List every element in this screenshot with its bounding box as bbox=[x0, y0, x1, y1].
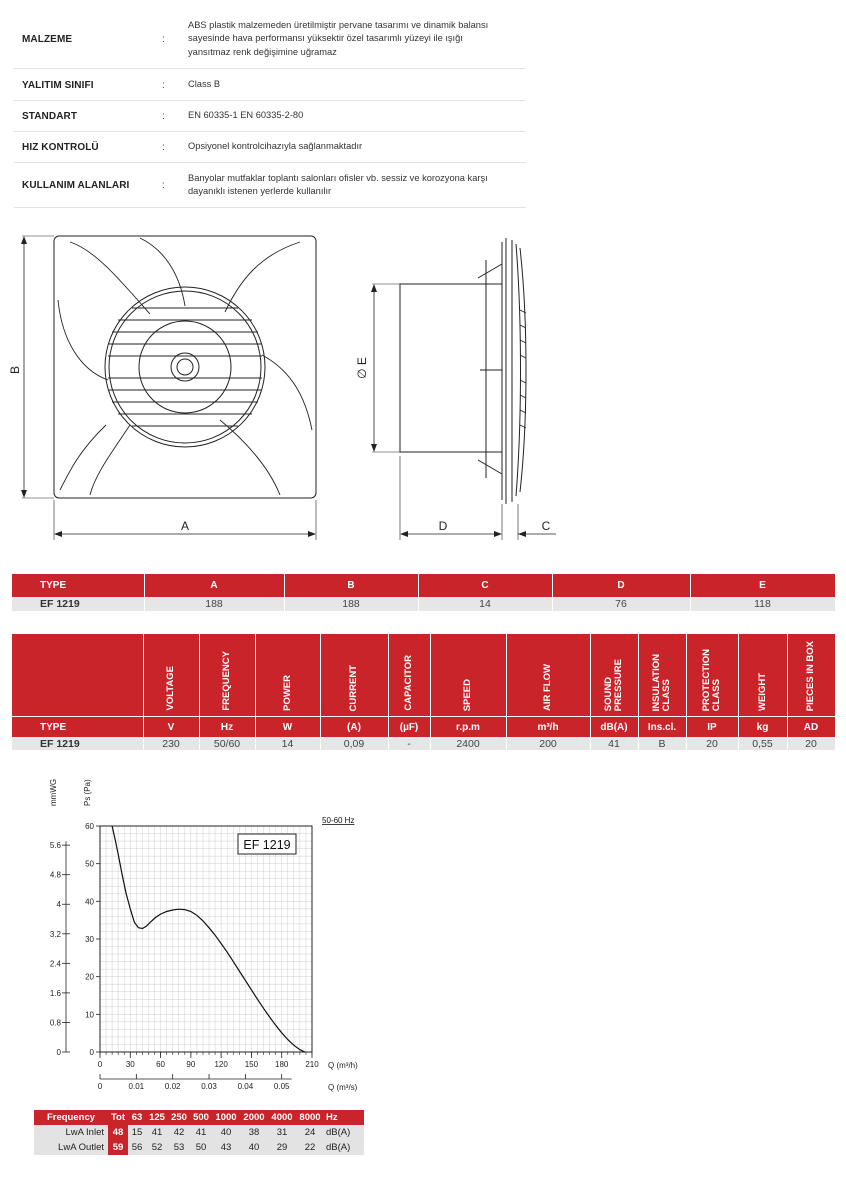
sound-cell: 22 bbox=[296, 1140, 324, 1155]
dimensions-header: A bbox=[144, 574, 284, 597]
chart-ms-tick-label: 0.05 bbox=[273, 1082, 290, 1091]
sound-cell: 29 bbox=[268, 1140, 296, 1155]
spec-row-standard bbox=[14, 101, 526, 132]
sound-cell: 24 bbox=[296, 1125, 324, 1140]
spec-value: Opsiyonel kontrolcihazıyla sağlanmaktadır bbox=[188, 141, 363, 152]
hub-cap bbox=[171, 353, 199, 381]
chart-ms-tick-label: 0.04 bbox=[237, 1082, 254, 1091]
technical-cell: 14 bbox=[255, 737, 320, 750]
chart-y-tick-label: 50 bbox=[85, 859, 94, 869]
technical-header: CAPACITOR bbox=[388, 634, 430, 717]
performance-chart bbox=[0, 770, 420, 1105]
technical-header: SPEED bbox=[430, 634, 506, 717]
spec-row-insulation bbox=[14, 70, 526, 101]
technical-unit: (µF) bbox=[388, 717, 430, 738]
dimensions-cell: 188 bbox=[144, 597, 284, 611]
sound-header: Hz bbox=[324, 1110, 364, 1125]
technical-unit: Ins.cl. bbox=[638, 717, 686, 738]
sound-cell: 31 bbox=[268, 1125, 296, 1140]
chart-mmwg-tick-label: 5.6 bbox=[49, 841, 61, 851]
chart-x-tick-label: 90 bbox=[186, 1060, 196, 1069]
impeller-blades bbox=[58, 238, 312, 495]
spec-label: HIZ KONTROLÜ bbox=[22, 141, 99, 153]
grille-outer-ring bbox=[105, 287, 265, 447]
chart-y-tick-label: 10 bbox=[85, 1010, 94, 1020]
dimensions-data-row bbox=[12, 597, 835, 611]
chart-y-tick-label: 40 bbox=[85, 897, 94, 907]
dimension-label-c: C bbox=[541, 519, 551, 533]
sound-header: 8000 bbox=[296, 1110, 324, 1125]
sound-header: Frequency bbox=[34, 1110, 108, 1125]
sound-cell: 41 bbox=[190, 1125, 212, 1140]
chart-x-tick-label: 30 bbox=[125, 1060, 135, 1069]
technical-unit: TYPE bbox=[12, 717, 143, 738]
dimension-label-e: ∅ E bbox=[355, 357, 369, 379]
dimension-label-a: A bbox=[180, 519, 190, 533]
technical-header: VOLTAGE bbox=[143, 634, 199, 717]
sound-header: 500 bbox=[190, 1110, 212, 1125]
spec-row-speed-control bbox=[14, 132, 526, 163]
spec-value: EN 60335-1 EN 60335-2-80 bbox=[188, 110, 304, 121]
sound-header: 250 bbox=[168, 1110, 190, 1125]
sound-cell: 52 bbox=[146, 1140, 168, 1155]
grille-slats bbox=[108, 308, 262, 426]
chart-x-tick-label: 0 bbox=[97, 1060, 103, 1069]
chart-y-tick-label: 60 bbox=[85, 822, 94, 831]
sound-unit: dB(A) bbox=[324, 1125, 364, 1140]
dimensions-table bbox=[12, 574, 836, 611]
dimensions-cell: 118 bbox=[690, 597, 835, 611]
spec-label: KULLANIM ALANLARI bbox=[22, 179, 130, 191]
dimensions-header-row bbox=[12, 574, 835, 597]
sound-cell: 56 bbox=[128, 1140, 146, 1155]
chart-mmwg-tick-label: 1.6 bbox=[49, 988, 61, 998]
technical-data-row bbox=[12, 737, 835, 750]
spec-value-line: yansıtmaz renk değişimine uğramaz bbox=[188, 46, 337, 57]
sound-cell: 41 bbox=[146, 1125, 168, 1140]
spec-value: Class B bbox=[188, 79, 221, 90]
technical-header: CURRENT bbox=[320, 634, 388, 717]
chart-x-tick-label: 60 bbox=[156, 1060, 166, 1069]
chart-mmwg-tick-label: 0 bbox=[56, 1048, 61, 1057]
chart-ylabel-pa: Ps (Pa) bbox=[83, 779, 92, 806]
sound-total: 59 bbox=[108, 1140, 128, 1155]
dimensions-header: B bbox=[284, 574, 418, 597]
chart-y-tick-label: 20 bbox=[85, 972, 94, 982]
technical-unit: r.p.m bbox=[430, 717, 506, 738]
technical-cell: 50/60 bbox=[199, 737, 255, 750]
chart-grid bbox=[100, 826, 312, 1052]
technical-unit: Hz bbox=[199, 717, 255, 738]
spec-value-line: dayanıklı istenen yerlerde kullanılır bbox=[188, 186, 332, 196]
technical-cell: 230 bbox=[143, 737, 199, 750]
chart-y-tick-label: 30 bbox=[85, 935, 94, 944]
dimension-label-b: B bbox=[8, 365, 22, 375]
spec-value bbox=[188, 172, 526, 199]
chart-mmwg-tick-label: 2.4 bbox=[49, 959, 61, 969]
sound-cell: 15 bbox=[128, 1125, 146, 1140]
technical-unit: dB(A) bbox=[590, 717, 638, 738]
technical-unit: V bbox=[143, 717, 199, 738]
sound-header: 4000 bbox=[268, 1110, 296, 1125]
dimensions-cell: EF 1219 bbox=[12, 597, 144, 611]
technical-header: POWER bbox=[255, 634, 320, 717]
spec-colon: : bbox=[162, 79, 165, 91]
sound-header: 125 bbox=[146, 1110, 168, 1125]
spec-label: YALITIM SINIFI bbox=[22, 79, 94, 91]
dimensions-header: E bbox=[690, 574, 835, 597]
spec-row-usage bbox=[14, 163, 526, 208]
dimensions-header: D bbox=[552, 574, 690, 597]
chart-y-tick-label: 0 bbox=[89, 1048, 94, 1057]
technical-header: WEIGHT bbox=[738, 634, 787, 717]
sound-header: Tot bbox=[108, 1110, 128, 1125]
sound-header: 2000 bbox=[240, 1110, 268, 1125]
sound-cell: 53 bbox=[168, 1140, 190, 1155]
sound-cell: 40 bbox=[240, 1140, 268, 1155]
technical-cell: B bbox=[638, 737, 686, 750]
technical-cell: EF 1219 bbox=[12, 737, 143, 750]
technical-unit: (A) bbox=[320, 717, 388, 738]
spec-colon: : bbox=[162, 110, 165, 122]
sound-power-table bbox=[34, 1110, 364, 1155]
technical-unit: W bbox=[255, 717, 320, 738]
technical-header-row bbox=[12, 634, 835, 717]
sound-header-row bbox=[34, 1110, 364, 1125]
side-view bbox=[400, 238, 526, 504]
spec-colon: : bbox=[162, 179, 165, 191]
spec-row-material bbox=[14, 10, 526, 69]
chart-mmwg-tick-label: 4.8 bbox=[49, 870, 61, 880]
technical-header: PIECES IN BOX bbox=[787, 634, 835, 717]
sound-row-label: LwA Inlet bbox=[34, 1125, 108, 1140]
dimension-label-d: D bbox=[438, 519, 448, 533]
sound-cell: 40 bbox=[212, 1125, 240, 1140]
technical-unit: m³/h bbox=[506, 717, 590, 738]
spec-colon: : bbox=[162, 33, 165, 45]
chart-x-tick-label: 120 bbox=[214, 1060, 228, 1069]
technical-units-row bbox=[12, 717, 835, 738]
sound-header: 63 bbox=[128, 1110, 146, 1125]
chart-x-tick-label: 180 bbox=[275, 1060, 289, 1069]
technical-cell: 0,09 bbox=[320, 737, 388, 750]
spec-value bbox=[188, 19, 526, 60]
dimensions-cell: 76 bbox=[552, 597, 690, 611]
technical-cell: - bbox=[388, 737, 430, 750]
chart-subtitle: 50-60 Hz bbox=[322, 816, 355, 825]
spec-value-line: sayesinde hava performansı yüksektir özel tasarımlı yüzeyi ile ışığı bbox=[188, 33, 463, 44]
sound-unit: dB(A) bbox=[324, 1140, 364, 1155]
front-view-frame bbox=[54, 236, 316, 498]
technical-header bbox=[12, 634, 143, 717]
technical-cell: 2400 bbox=[430, 737, 506, 750]
technical-header: PROTECTION CLASS bbox=[686, 634, 738, 717]
chart-title: EF 1219 bbox=[243, 838, 291, 852]
dimensions-cell: 14 bbox=[418, 597, 552, 611]
sound-header: 1000 bbox=[212, 1110, 240, 1125]
technical-cell: 20 bbox=[787, 737, 835, 750]
chart-ylabel-mmwg: mmWG bbox=[49, 778, 58, 806]
chart-mmwg-tick-label: 4 bbox=[56, 900, 61, 910]
technical-cell: 20 bbox=[686, 737, 738, 750]
spec-label: MALZEME bbox=[22, 33, 73, 45]
technical-unit: IP bbox=[686, 717, 738, 738]
spec-value-line: ABS plastik malzemeden üretilmiştir pervane tasarımı ve dinamik balansı bbox=[188, 19, 489, 30]
chart-ms-tick-label: 0.01 bbox=[128, 1082, 145, 1091]
technical-header: AIR FLOW bbox=[506, 634, 590, 717]
sound-cell: 50 bbox=[190, 1140, 212, 1155]
spec-colon: : bbox=[162, 141, 165, 153]
chart-xlabel: Q (m³/h) bbox=[328, 1061, 358, 1070]
sound-row-outlet bbox=[34, 1140, 364, 1155]
technical-drawing bbox=[0, 220, 580, 550]
spec-label: STANDART bbox=[22, 110, 78, 122]
chart-x-tick-label: 150 bbox=[244, 1060, 259, 1069]
sound-cell: 43 bbox=[212, 1140, 240, 1155]
chart-ms-tick-label: 0.02 bbox=[164, 1082, 181, 1091]
chart-mmwg-tick-label: 0.8 bbox=[49, 1018, 61, 1028]
technical-header: SOUND PRESSURE bbox=[590, 634, 638, 717]
chart-mmwg-tick-label: 3.2 bbox=[49, 929, 61, 939]
sound-row-label: LwA Outlet bbox=[34, 1140, 108, 1155]
technical-cell: 41 bbox=[590, 737, 638, 750]
dimensions-cell: 188 bbox=[284, 597, 418, 611]
dimensions-header: TYPE bbox=[12, 574, 144, 597]
chart-x-tick-label: 210 bbox=[305, 1060, 319, 1069]
spec-value-line: Banyolar mutfaklar toplantı salonları ofisler vb. sessiz ve korozyona karşı bbox=[188, 172, 488, 183]
chart-ms-tick-label: 0 bbox=[97, 1082, 103, 1091]
chart-axes bbox=[50, 822, 319, 1091]
chart-ms-tick-label: 0.03 bbox=[201, 1082, 217, 1091]
sound-row-inlet bbox=[34, 1125, 364, 1140]
technical-data-table bbox=[12, 634, 836, 750]
sound-cell: 42 bbox=[168, 1125, 190, 1140]
technical-header: INSULATION CLASS bbox=[638, 634, 686, 717]
sound-cell: 38 bbox=[240, 1125, 268, 1140]
technical-cell: 200 bbox=[506, 737, 590, 750]
dimensions-header: C bbox=[418, 574, 552, 597]
technical-header: FREQUENCY bbox=[199, 634, 255, 717]
chart-xlabel-ms: Q (m³/s) bbox=[328, 1083, 358, 1092]
sound-total: 48 bbox=[108, 1125, 128, 1140]
technical-cell: 0,55 bbox=[738, 737, 787, 750]
technical-unit: AD bbox=[787, 717, 835, 738]
technical-unit: kg bbox=[738, 717, 787, 738]
